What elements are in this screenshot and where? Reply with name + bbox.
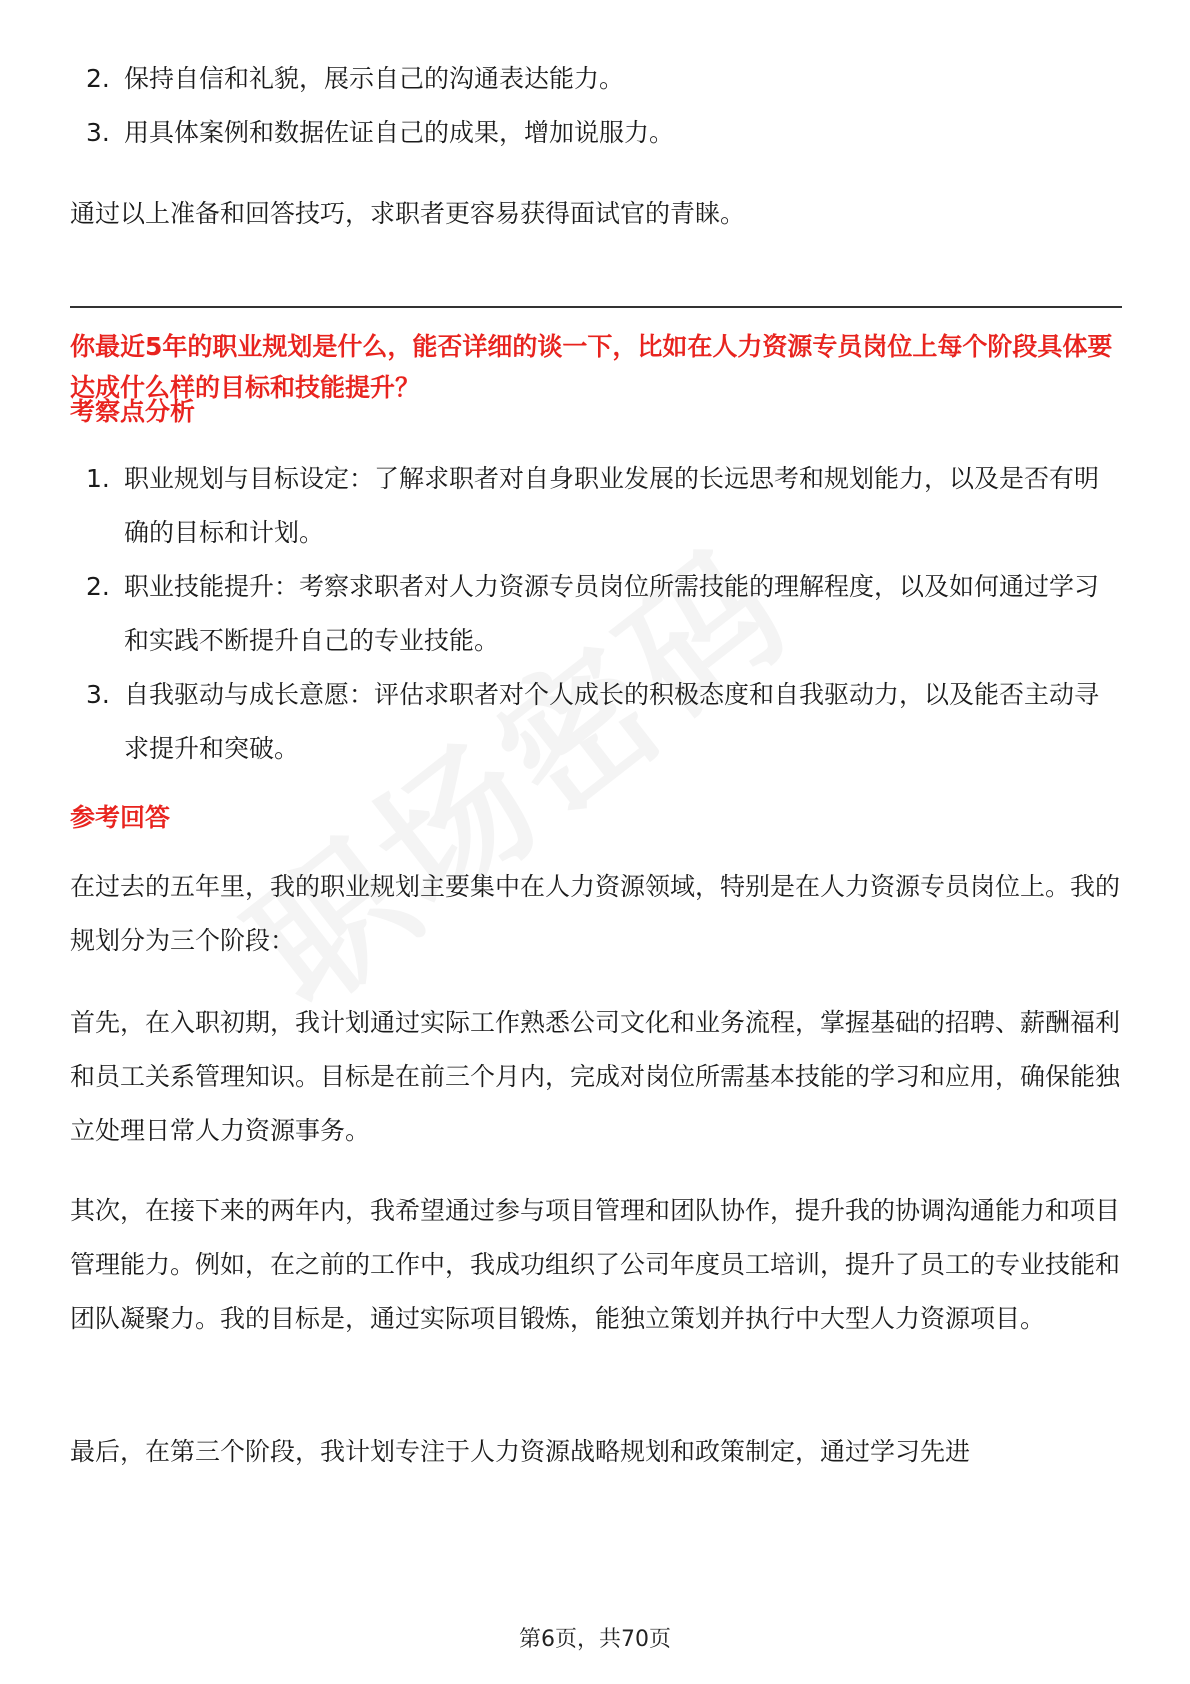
list-item — [80, 560, 1120, 668]
answer-paragraph: 其次，在接下来的两年内，我希望通过参与项目管理和团队协作，提升我的协调沟通能力和项目管理能力。例如，在之前的工作中，我成功组织了公司年度员工培训，提升了员工的专业技能和团队凝聚力。我的目标是，通过实际项目锻炼，能独立策划并执行中大型人力资源项目。 — [70, 1196, 1121, 1333]
question-heading: 你最近5年的职业规划是什么，能否详细的谈一下，比如在人力资源专员岗位上每个阶段具体要达成什么样的目标和技能提升？ — [70, 332, 1113, 402]
answer-heading: 参考回答 — [70, 803, 171, 832]
list-item — [80, 52, 1120, 106]
list-text: 职业技能提升：考察求职者对人力资源专员岗位所需技能的理解程度，以及如何通过学习和实践不断提升自己的专业技能。 — [124, 572, 1100, 655]
list-item — [80, 106, 1120, 160]
answer-paragraph: 在过去的五年里，我的职业规划主要集中在人力资源领域，特别是在人力资源专员岗位上。我的规划分为三个阶段： — [70, 872, 1121, 955]
list-number: 3. — [86, 680, 110, 709]
list-number: 3. — [86, 118, 110, 147]
list-number: 2. — [86, 572, 110, 601]
list-number: 1. — [86, 464, 110, 493]
list-text: 自我驱动与成长意愿：评估求职者对个人成长的积极态度和自我驱动力，以及能否主动寻求提升和突破。 — [124, 680, 1100, 763]
list-item — [80, 452, 1120, 560]
analysis-list — [80, 452, 1120, 776]
summary-paragraph: 通过以上准备和回答技巧，求职者更容易获得面试官的青睐。 — [70, 199, 746, 228]
page-footer: 第6页，共70页 — [519, 1627, 671, 1652]
list-text: 保持自信和礼貌，展示自己的沟通表达能力。 — [124, 64, 625, 93]
list-number: 2. — [86, 64, 110, 93]
answer-paragraph: 最后，在第三个阶段，我计划专注于人力资源战略规划和政策制定，通过学习先进 — [70, 1437, 971, 1466]
answer-paragraph: 首先，在入职初期，我计划通过实际工作熟悉公司文化和业务流程，掌握基础的招聘、薪酬福利和员工关系管理知识。目标是在前三个月内，完成对岗位所需基本技能的学习和应用，确保能独立处理日常人力资源事务。 — [70, 1008, 1121, 1145]
list-item — [80, 668, 1120, 776]
list-text: 职业规划与目标设定：了解求职者对自身职业发展的长远思考和规划能力，以及是否有明确的目标和计划。 — [124, 464, 1100, 547]
list-text: 用具体案例和数据佐证自己的成果，增加说服力。 — [124, 118, 675, 147]
analysis-heading: 考察点分析 — [70, 397, 196, 426]
top-list — [80, 52, 1120, 160]
section-divider — [70, 306, 1122, 308]
